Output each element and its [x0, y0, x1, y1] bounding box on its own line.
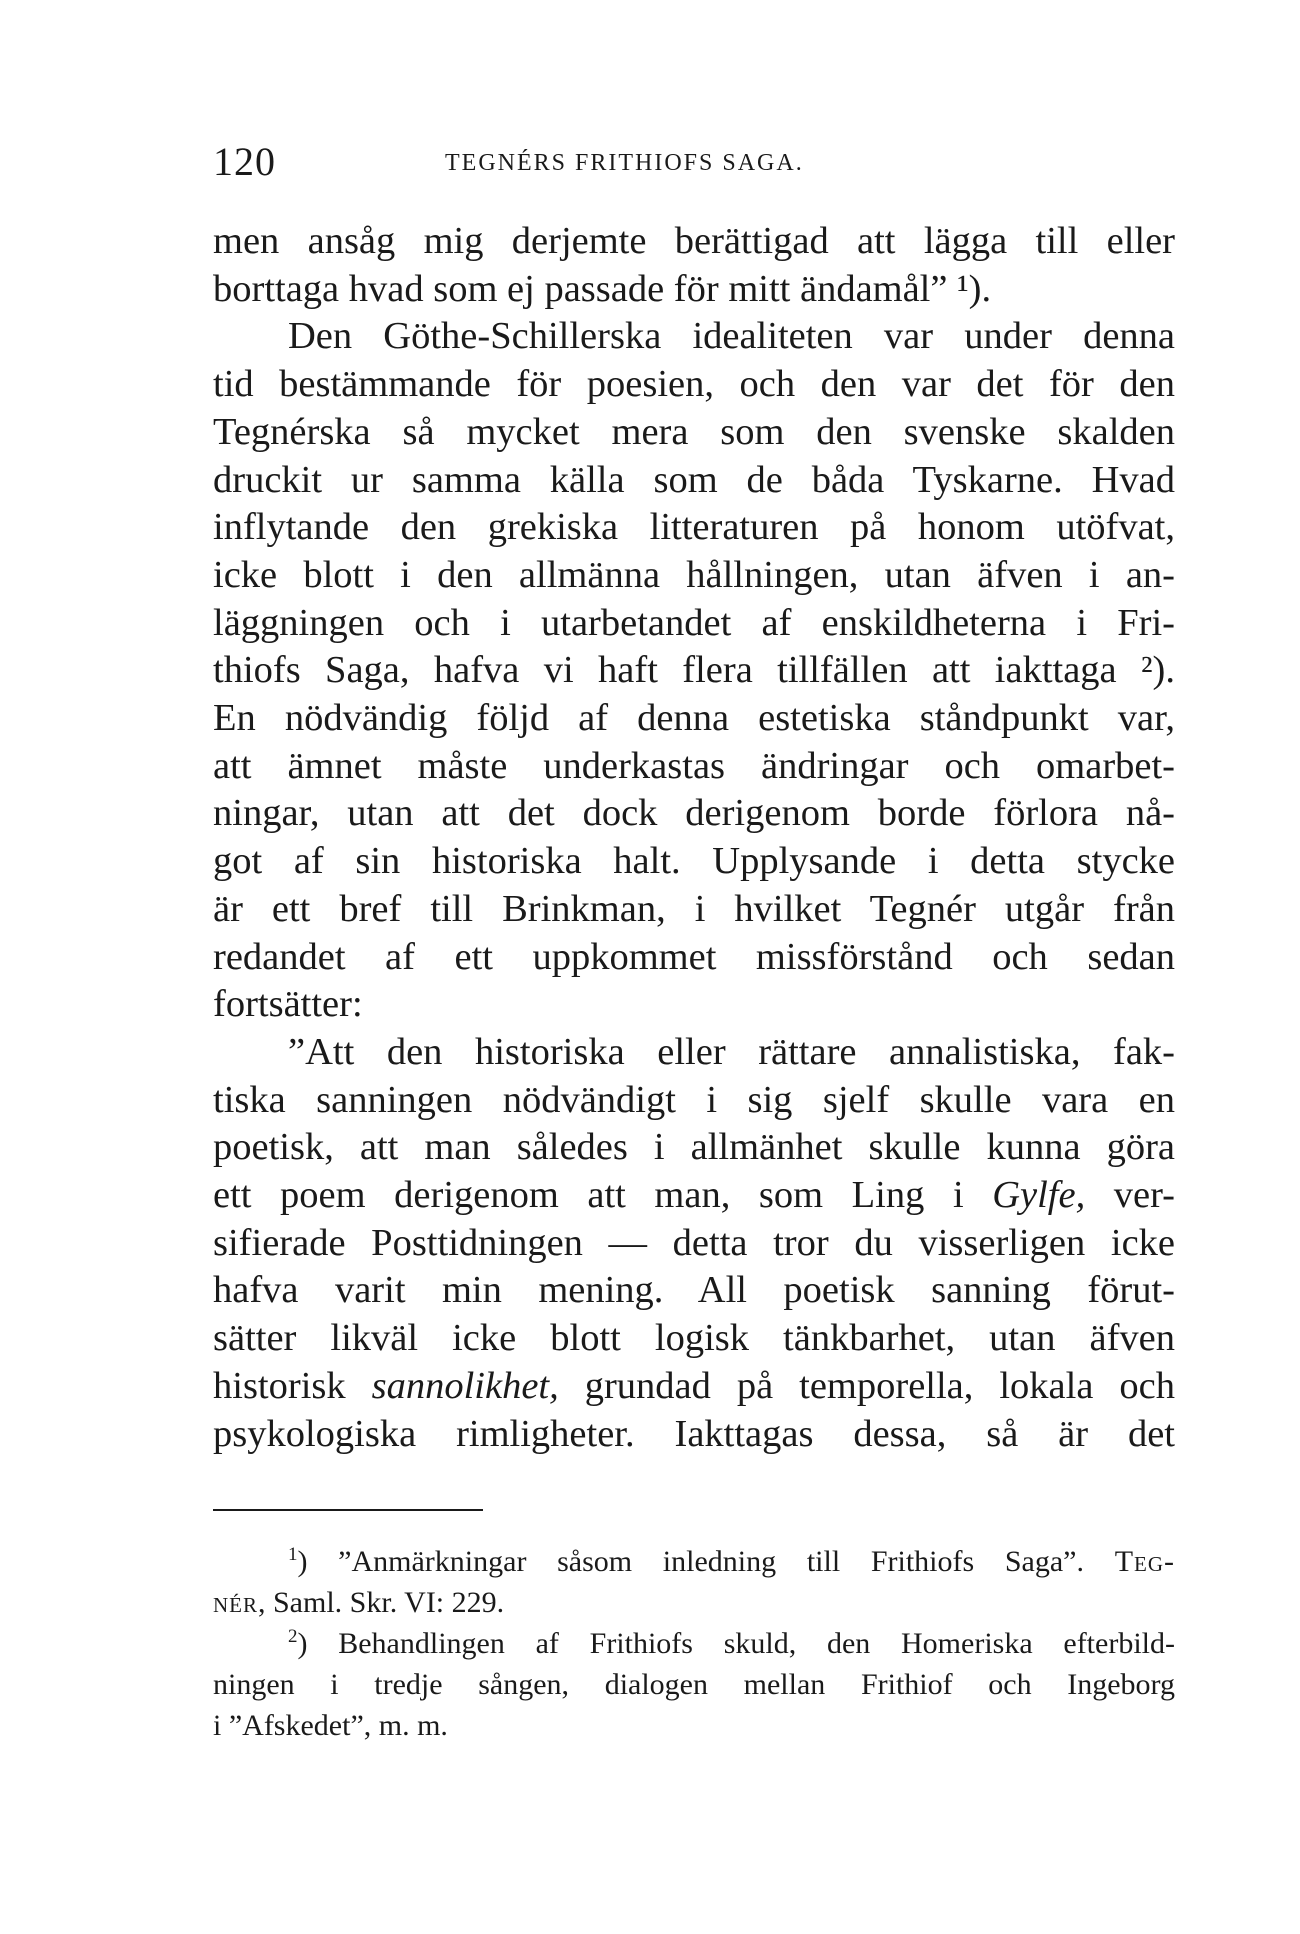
footnote-author: Teg- — [1114, 1545, 1175, 1578]
text-line: poetisk, att man således i allmänhet skulle kunna göra — [213, 1126, 1175, 1169]
page-header — [213, 138, 1175, 188]
text-line: druckit ur samma källa som de båda Tyskarne. Hvad — [213, 458, 1175, 501]
text-line: fortsätter: — [213, 983, 363, 1026]
footnote-marker: 2 — [288, 1626, 298, 1647]
page-number: 120 — [213, 139, 276, 184]
text-line: tiska sanningen nödvändigt i sig sjelf skulle vara en — [213, 1078, 1175, 1121]
body-text — [213, 218, 1175, 1458]
text-line — [213, 1172, 1175, 1220]
text-line: är ett bref till Brinkman, i hvilket Tegnér utgår från — [213, 887, 1175, 930]
footnote-2-cont: ningen i tredje sången, dialogen mellan Frithiof och Ingeborg — [213, 1668, 1175, 1701]
text-line: borttaga hvad som ej passade för mitt ändamål” ¹). — [213, 267, 992, 310]
text-line: ningar, utan att det dock derigenom borde förlora nå- — [213, 792, 1175, 835]
text-run: grundad på temporella, lokala och — [558, 1364, 1175, 1407]
text-line: tid bestämmande för poesien, och den var det för den — [213, 363, 1175, 406]
footnote-marker: 1 — [288, 1544, 298, 1565]
text-line: läggningen och i utarbetandet af enskildheterna i Fri- — [213, 601, 1175, 644]
footnote-author: nér — [213, 1586, 258, 1619]
footnote-text: ) Behandlingen af Frithiofs skuld, den Homeriska efterbild- — [297, 1627, 1175, 1660]
italic-word: sannolikhet, — [371, 1364, 559, 1407]
text-line: icke blott i den allmänna hållningen, utan äfven i an- — [213, 553, 1175, 596]
text-line: Tegnérska så mycket mera som den svenske skalden — [213, 410, 1175, 453]
text-line: psykologiska rimligheter. Iakttagas dessa, så är det — [213, 1412, 1175, 1455]
footnote-1-cont — [213, 1582, 1175, 1623]
text-line: En nödvändig följd af denna estetiska ståndpunkt var, — [213, 697, 1175, 740]
text-line: redandet af ett uppkommet missförstånd och sedan — [213, 935, 1175, 978]
footnote-1 — [213, 1541, 1175, 1582]
italic-title: Gylfe, — [992, 1174, 1086, 1217]
text-line — [213, 1363, 1175, 1411]
text-run: historisk — [213, 1364, 372, 1407]
text-line: sätter likväl icke blott logisk tänkbarhet, utan äfven — [213, 1317, 1175, 1360]
footnote-text: ) ”Anmärkningar såsom inledning till Frithiofs Saga”. — [297, 1545, 1115, 1578]
footnote-text: , Saml. Skr. VI: 229. — [258, 1586, 505, 1619]
text-run: ver- — [1085, 1174, 1175, 1217]
text-line: men ansåg mig derjemte berättigad att lägga till eller — [213, 220, 1175, 262]
text-line: ”Att den historiska eller rättare annalistiska, fak- — [288, 1030, 1175, 1073]
text-line: got af sin historiska halt. Upplysande i detta stycke — [213, 840, 1175, 883]
text-line: att ämnet måste underkastas ändringar och omarbet- — [213, 744, 1175, 787]
running-title: TEGNÉRS FRITHIOFS SAGA. — [445, 150, 804, 176]
text-line: thiofs Saga, hafva vi haft flera tillfällen att iakttaga ²). — [213, 649, 1175, 692]
text-line: sifierade Posttidningen — detta tror du visserligen icke — [213, 1221, 1175, 1264]
text-run: ett poem derigenom att man, som Ling i — [213, 1174, 993, 1217]
footnote-2-cont: i ”Afskedet”, m. m. — [213, 1709, 448, 1742]
text-line: Den Göthe-Schillerska idealiteten var under denna — [288, 315, 1175, 358]
footnote-divider — [213, 1509, 483, 1511]
text-line: inflytande den grekiska litteraturen på honom utöfvat, — [213, 506, 1175, 549]
footnote-2 — [213, 1623, 1175, 1664]
text-line: hafva varit min mening. All poetisk sanning förut- — [213, 1269, 1175, 1312]
footnotes — [213, 1541, 1175, 1746]
